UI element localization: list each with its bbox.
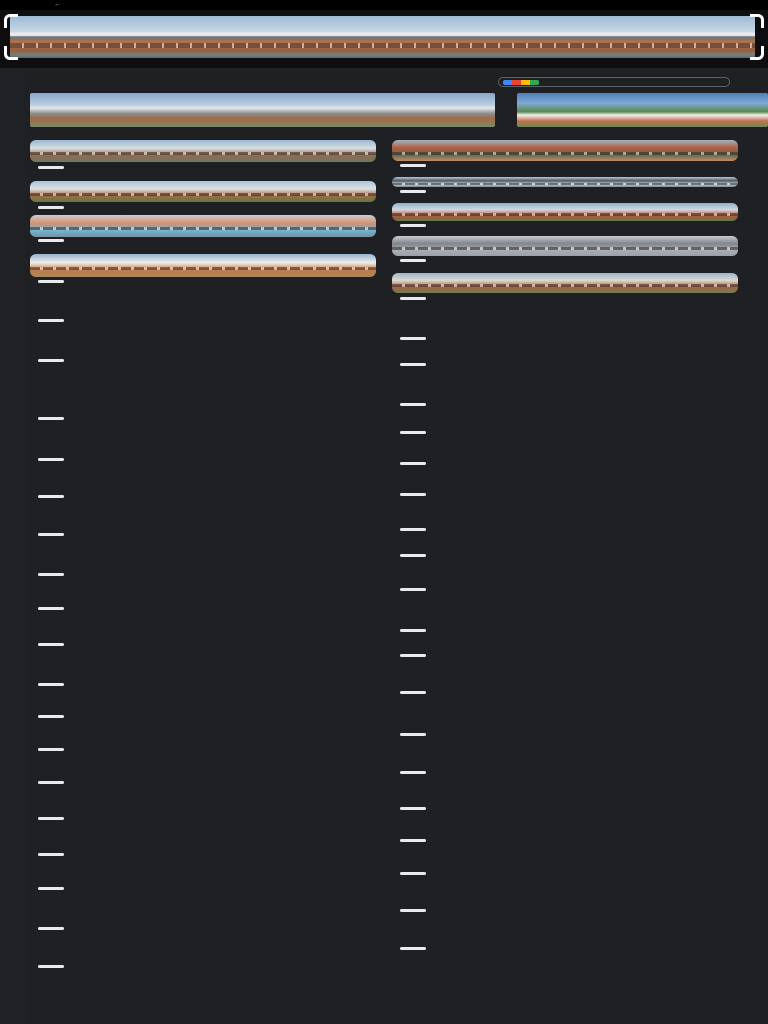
google-images-icon [503,80,539,85]
result-item[interactable] [38,680,368,688]
result-item[interactable] [400,626,730,634]
favicon-icon [38,853,64,856]
favicon-icon [38,715,64,718]
result-item[interactable] [400,161,730,169]
result-item[interactable] [400,459,730,467]
result-item[interactable] [38,414,368,422]
result-item[interactable] [38,492,368,500]
result-item[interactable] [400,400,730,408]
result-source [400,651,730,659]
favicon-icon [400,462,426,465]
favicon-icon [400,691,426,694]
favicon-icon [400,588,426,591]
thumbnail-window-band [392,213,738,216]
result-source [400,626,730,634]
result-item[interactable] [38,712,368,720]
favicon-icon [400,807,426,810]
result-item[interactable] [38,455,368,463]
favicon-icon [400,947,426,950]
favicon-icon [400,872,426,875]
result-item[interactable] [38,316,368,324]
result-item[interactable] [38,236,368,244]
favicon-icon [400,654,426,657]
thumbnail-window-band [392,152,738,155]
favicon-icon [38,206,64,209]
result-source [38,604,368,612]
result-source [38,530,368,538]
result-item[interactable] [400,294,730,302]
favicon-icon [38,319,64,322]
result-source [38,962,368,970]
images-chip[interactable] [498,77,730,87]
favicon-icon [400,493,426,496]
image-window-band [10,43,755,48]
result-item[interactable] [38,745,368,753]
result-source [38,884,368,892]
favicon-icon [38,573,64,576]
favicon-icon [38,683,64,686]
favicon-icon [38,359,64,362]
result-source [38,203,368,211]
favicon-icon [38,643,64,646]
result-item[interactable] [38,884,368,892]
favicon-icon [38,781,64,784]
result-source [400,428,730,436]
result-thumbnail[interactable] [392,203,738,221]
result-source [38,680,368,688]
header-photo-right[interactable] [517,93,768,127]
thumbnail-window-band [392,247,738,250]
search-image[interactable] [10,16,755,58]
favicon-icon [400,190,426,193]
result-item[interactable] [38,530,368,538]
top-bar [0,0,768,10]
result-item[interactable] [38,814,368,822]
thumbnail-window-band [30,227,376,230]
result-item[interactable] [400,221,730,229]
result-thumbnail[interactable] [30,181,376,202]
result-item[interactable] [38,604,368,612]
crop-handle-top-left[interactable] [4,14,18,28]
result-item[interactable] [400,804,730,812]
result-source [38,236,368,244]
thumbnail-window-band [30,152,376,155]
favicon-icon [400,164,426,167]
logo-segment-red [512,80,521,85]
result-item[interactable] [400,334,730,342]
favicon-icon [400,259,426,262]
favicon-icon [38,166,64,169]
header-photo-left[interactable] [30,93,495,127]
result-item[interactable] [400,428,730,436]
favicon-icon [400,431,426,434]
result-item[interactable] [38,277,368,285]
result-source [400,334,730,342]
result-source [400,869,730,877]
result-thumbnail[interactable] [30,254,376,277]
result-item[interactable] [38,356,368,364]
crop-handle-top-right[interactable] [750,14,764,28]
result-source [400,187,730,195]
result-item[interactable] [400,187,730,195]
favicon-icon [400,909,426,912]
favicon-icon [38,965,64,968]
result-item[interactable] [38,640,368,648]
result-item[interactable] [38,962,368,970]
result-source [400,360,730,368]
result-source [38,778,368,786]
result-source [400,768,730,776]
result-item[interactable] [400,525,730,533]
result-source [38,745,368,753]
logo-segment-green [530,80,539,85]
favicon-icon [38,748,64,751]
result-thumbnail[interactable] [392,273,738,293]
result-source [38,356,368,364]
result-source [400,585,730,593]
favicon-icon [400,403,426,406]
result-source [38,640,368,648]
result-thumbnail[interactable] [392,177,738,187]
thumbnail-window-band [30,193,376,196]
favicon-icon [38,927,64,930]
favicon-icon [38,458,64,461]
result-source [38,277,368,285]
favicon-icon [400,224,426,227]
back-arrow-icon[interactable]: ← [54,1,61,8]
result-source [400,294,730,302]
favicon-icon [38,280,64,283]
result-source [400,490,730,498]
result-source [38,814,368,822]
result-item[interactable] [400,585,730,593]
result-item[interactable] [38,778,368,786]
thumbnail-window-band [392,183,738,185]
result-item[interactable] [400,869,730,877]
favicon-icon [38,417,64,420]
result-item[interactable] [38,203,368,211]
result-item[interactable] [400,768,730,776]
result-source [38,455,368,463]
result-item[interactable] [400,688,730,696]
result-source [400,161,730,169]
result-item[interactable] [400,551,730,559]
result-source [400,400,730,408]
favicon-icon [400,733,426,736]
result-item[interactable] [400,651,730,659]
result-item[interactable] [400,256,730,264]
result-source [400,256,730,264]
crop-handle-bottom-right[interactable] [750,46,764,60]
image-roof-line [10,33,755,36]
result-source [400,836,730,844]
result-source [400,459,730,467]
favicon-icon [400,528,426,531]
favicon-icon [400,337,426,340]
search-image-area [0,10,768,68]
favicon-icon [400,554,426,557]
result-item[interactable] [38,570,368,578]
result-source [38,414,368,422]
result-item[interactable] [400,490,730,498]
result-item[interactable] [38,163,368,171]
result-item[interactable] [400,906,730,914]
favicon-icon [38,607,64,610]
favicon-icon [400,771,426,774]
result-source [38,924,368,932]
favicon-icon [38,239,64,242]
result-item[interactable] [38,850,368,858]
result-item[interactable] [38,924,368,932]
result-source [38,570,368,578]
result-item[interactable] [400,360,730,368]
result-item[interactable] [400,836,730,844]
result-source [400,730,730,738]
favicon-icon [400,297,426,300]
favicon-icon [38,495,64,498]
result-source [38,492,368,500]
result-source [400,221,730,229]
result-thumbnail[interactable] [30,140,376,162]
result-source [400,525,730,533]
crop-handle-bottom-left[interactable] [4,46,18,60]
result-source [38,163,368,171]
favicon-icon [400,629,426,632]
logo-segment-yellow [521,80,530,85]
thumbnail-window-band [30,267,376,270]
result-thumbnail[interactable] [392,236,738,256]
result-thumbnail[interactable] [392,140,738,161]
result-source [400,551,730,559]
result-item[interactable] [400,730,730,738]
result-thumbnail[interactable] [30,215,376,237]
logo-segment-blue [503,80,512,85]
favicon-icon [38,887,64,890]
result-source [38,712,368,720]
result-source [400,944,730,952]
result-source [38,316,368,324]
result-source [400,906,730,914]
favicon-icon [400,363,426,366]
thumbnail-window-band [392,284,738,287]
result-source [400,804,730,812]
favicon-icon [400,839,426,842]
result-source [38,850,368,858]
favicon-icon [38,817,64,820]
result-source [400,688,730,696]
result-item[interactable] [400,944,730,952]
favicon-icon [38,533,64,536]
